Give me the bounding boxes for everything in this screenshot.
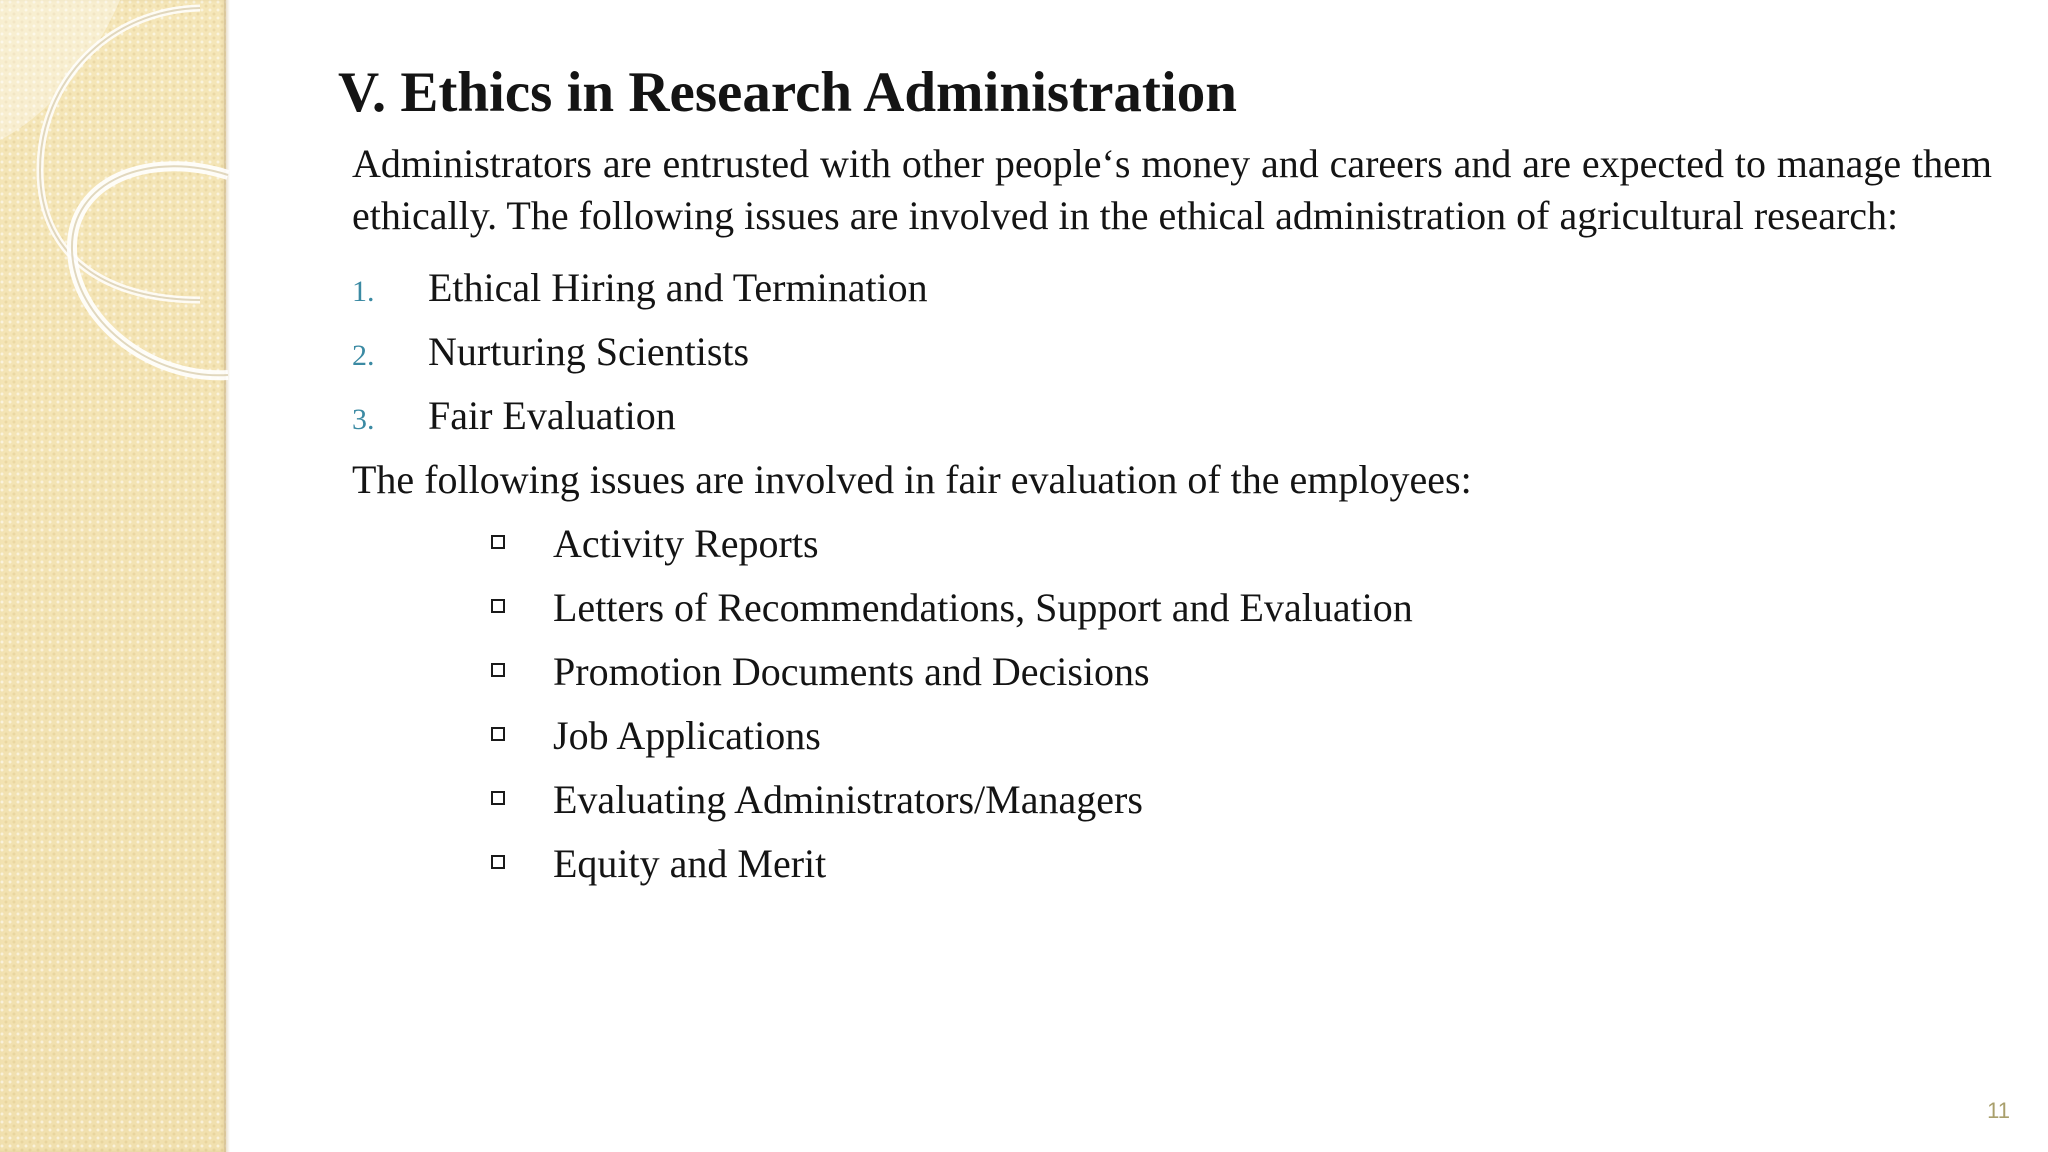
list-item-label: Ethical Hiring and Termination xyxy=(428,264,928,310)
square-bullet-icon xyxy=(491,599,505,613)
numbered-list xyxy=(338,256,1988,448)
slide-content xyxy=(338,60,1992,896)
intro-paragraph: Administrators are entrusted with other people‘s money and careers and are expected to manage them ethically. The following issues are involved in the ethical administration of agricultural research: xyxy=(352,140,1992,238)
evaluation-list xyxy=(338,512,1988,896)
list-item xyxy=(352,384,1988,448)
list-item-label: Letters of Recommendations, Support and Evaluation xyxy=(553,585,1413,631)
list-item-label: Activity Reports xyxy=(553,521,819,567)
list-item xyxy=(491,512,1988,576)
list-number: 2. xyxy=(352,338,375,372)
list-item xyxy=(491,640,1988,704)
list-item-label: Job Applications xyxy=(553,713,821,759)
list-item-label: Equity and Merit xyxy=(553,841,827,887)
decorative-swirl xyxy=(0,0,230,420)
list-item xyxy=(491,576,1988,640)
page-number: 11 xyxy=(1987,1098,2010,1123)
square-bullet-icon xyxy=(491,663,505,677)
list-item xyxy=(491,832,1988,896)
list-item-label: Evaluating Administrators/Managers xyxy=(553,777,1143,823)
list-item xyxy=(352,320,1988,384)
list-item xyxy=(491,768,1988,832)
square-bullet-icon xyxy=(491,727,505,741)
list-item-label: Fair Evaluation xyxy=(428,392,676,438)
list-item-label: Promotion Documents and Decisions xyxy=(553,649,1150,695)
square-bullet-icon xyxy=(491,855,505,869)
square-bullet-icon xyxy=(491,535,505,549)
list-item xyxy=(491,704,1988,768)
list-number: 1. xyxy=(352,274,375,308)
evaluation-intro: The following issues are involved in fair evaluation of the employees: xyxy=(352,456,1472,502)
list-item-label: Nurturing Scientists xyxy=(428,328,750,374)
square-bullet-icon xyxy=(491,791,505,805)
list-item xyxy=(352,256,1988,320)
slide-title: V. Ethics in Research Administration xyxy=(338,61,1237,124)
list-number: 3. xyxy=(352,402,375,436)
